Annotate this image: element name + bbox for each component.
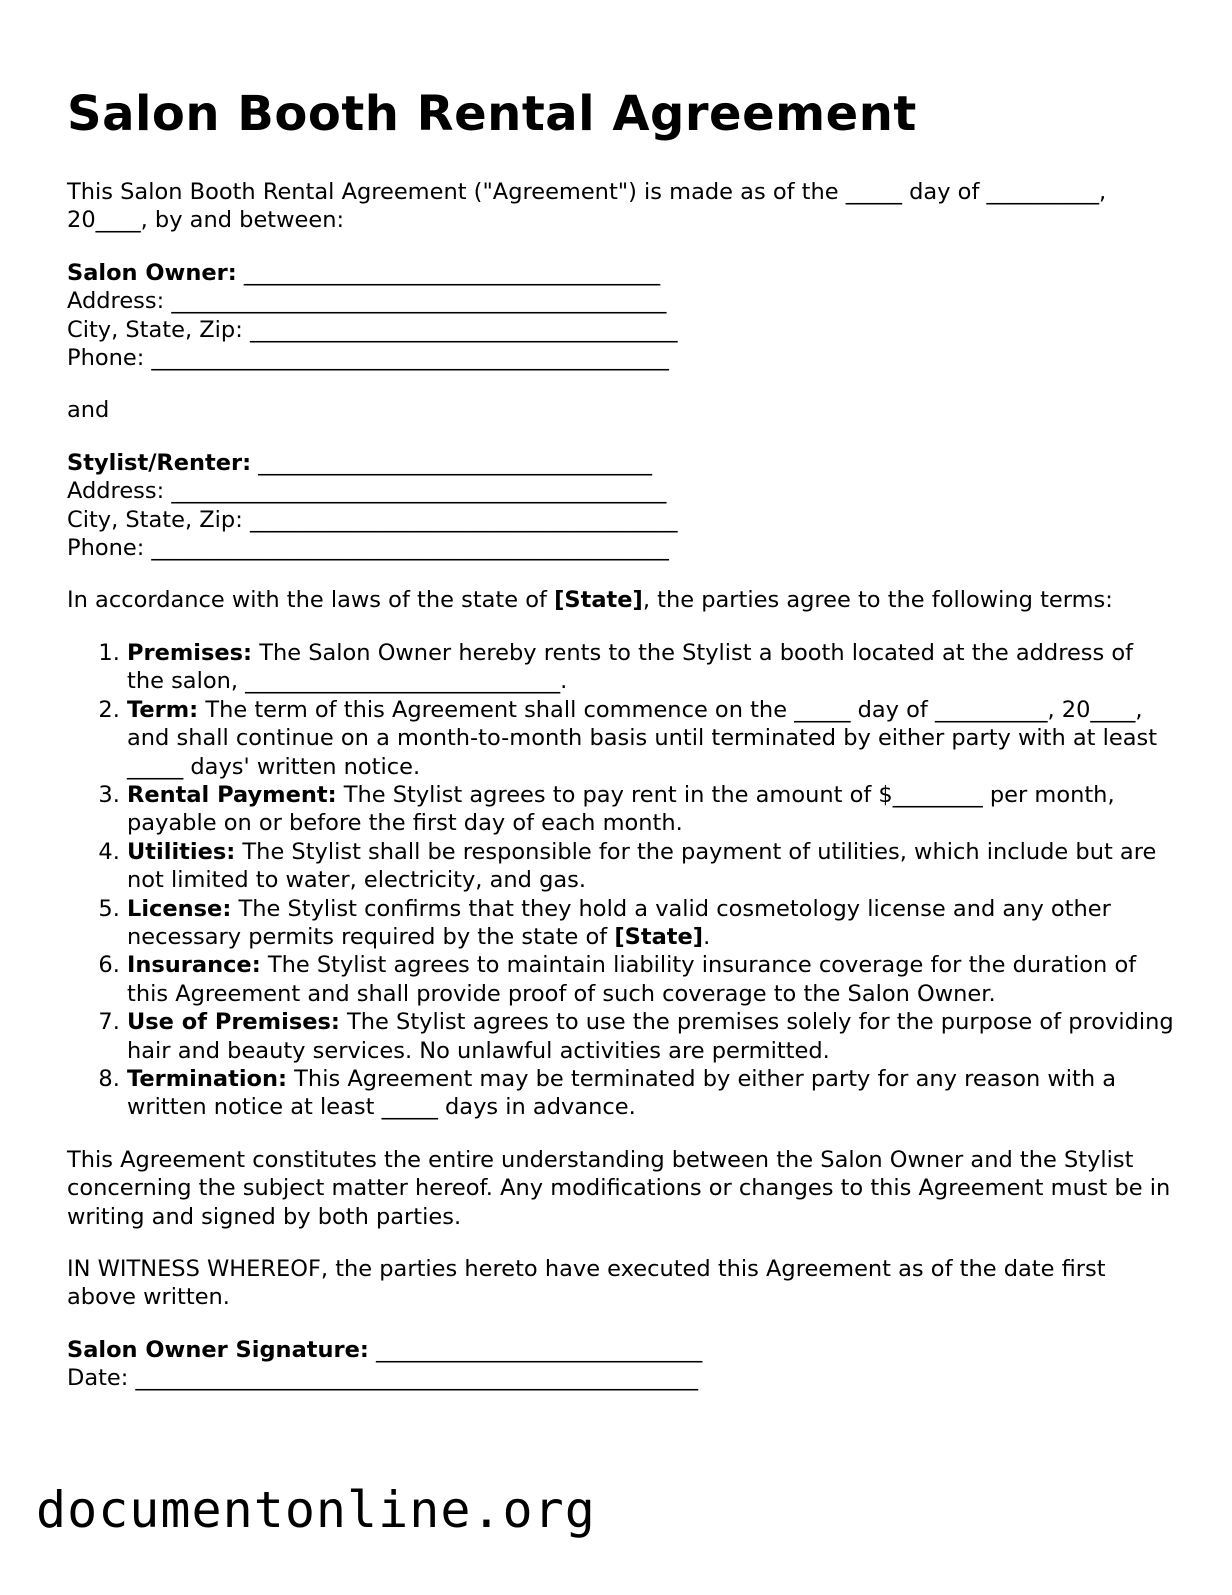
term-item-termination bbox=[127, 1065, 1177, 1122]
term-end: . bbox=[703, 923, 711, 950]
stylist-renter-city-field: City, State, Zip: ______________________________________ bbox=[67, 506, 678, 533]
entire-agreement-paragraph: This Agreement constitutes the entire understanding between the Salon Owner and the Stylist concerning the subject matter hereof. Any modifications or changes to this Agreement must be in writing and signed by both parties. bbox=[67, 1146, 1171, 1230]
term-text: The Salon Owner hereby rents to the Stylist a booth located at the address of the salon, ____________________________. bbox=[127, 639, 1134, 695]
salon-owner-phone-field: Phone: ______________________________________________ bbox=[67, 345, 669, 372]
term-state-placeholder: [State] bbox=[614, 923, 704, 950]
term-item-license bbox=[127, 895, 1177, 952]
term-item-insurance bbox=[127, 951, 1177, 1008]
signature-date-field: Date: __________________________________________________ bbox=[67, 1365, 699, 1392]
salon-owner-city-field: City, State, Zip: ______________________________________ bbox=[67, 316, 678, 343]
term-text: The Stylist agrees to use the premises solely for the purpose of providing hair and beauty services. No unlawful activities are permitted. bbox=[127, 1009, 1174, 1064]
term-item-rental-payment bbox=[127, 781, 1177, 838]
term-text: The term of this Agreement shall commence on the _____ day of __________, 20____, and shall continue on a month-to-month basis until terminated by either party with at least _____ days' written notice. bbox=[127, 696, 1158, 780]
term-text: This Agreement may be terminated by either party for any reason with a written notice at least _____ days in advance. bbox=[127, 1065, 1117, 1121]
term-title: Premises: bbox=[127, 639, 253, 666]
stylist-renter-line bbox=[67, 449, 1177, 477]
salon-owner-address-field: Address: ____________________________________________ bbox=[67, 288, 667, 315]
witness-paragraph: IN WITNESS WHEREOF, the parties hereto have executed this Agreement as of the date first above written. bbox=[67, 1256, 1106, 1311]
term-text: The Stylist agrees to pay rent in the amount of $________ per month, payable on or before the first day of each month. bbox=[127, 781, 1115, 837]
term-title: License: bbox=[127, 895, 232, 922]
laws-state-placeholder: [State] bbox=[554, 587, 643, 614]
document-title: Salon Booth Rental Agreement bbox=[67, 86, 917, 142]
salon-owner-name-field: _____________________________________ bbox=[236, 259, 661, 286]
term-title: Rental Payment: bbox=[127, 781, 337, 808]
term-text: The Stylist confirms that they hold a valid cosmetology license and any other necessary permits required by the state of bbox=[127, 895, 1111, 950]
term-item-use-of-premises bbox=[127, 1008, 1177, 1065]
laws-text-after: , the parties agree to the following terms: bbox=[642, 587, 1113, 614]
intro-paragraph: This Salon Booth Rental Agreement ("Agreement") is made as of the _____ day of __________, 20____, by and between: bbox=[67, 179, 1107, 234]
stylist-renter-phone-field: Phone: ______________________________________________ bbox=[67, 535, 669, 562]
signature-line bbox=[67, 1336, 1177, 1364]
term-item-term bbox=[127, 696, 1177, 781]
and-text: and bbox=[67, 397, 110, 424]
salon-owner-line bbox=[67, 259, 1177, 287]
terms-list bbox=[67, 639, 1177, 1122]
term-text: The Stylist agrees to maintain liability insurance coverage for the duration of this Agreement and shall provide proof of such coverage to the Salon Owner. bbox=[127, 952, 1137, 1007]
term-title: Utilities: bbox=[127, 838, 236, 865]
agreement-document bbox=[67, 84, 1177, 1417]
stylist-renter-block bbox=[67, 449, 1177, 563]
laws-paragraph bbox=[67, 586, 1177, 614]
site-watermark: documentonline.org bbox=[36, 1481, 596, 1539]
signature-field: _____________________________ bbox=[368, 1336, 703, 1363]
term-title: Term: bbox=[127, 696, 199, 723]
signature-label: Salon Owner Signature: bbox=[67, 1336, 369, 1363]
term-item-utilities bbox=[127, 838, 1177, 895]
term-title: Insurance: bbox=[127, 952, 261, 979]
stylist-renter-label: Stylist/Renter: bbox=[67, 449, 252, 476]
salon-owner-block bbox=[67, 259, 1177, 373]
term-text: The Stylist shall be responsible for the payment of utilities, which include but are not limited to water, electricity, and gas. bbox=[127, 838, 1157, 894]
term-title: Use of Premises: bbox=[127, 1009, 340, 1036]
stylist-renter-name-field: ___________________________________ bbox=[251, 449, 653, 476]
term-title: Termination: bbox=[127, 1065, 288, 1092]
stylist-renter-address-field: Address: ____________________________________________ bbox=[67, 478, 667, 505]
salon-owner-label: Salon Owner: bbox=[67, 259, 237, 286]
signature-block bbox=[67, 1336, 1177, 1393]
laws-text-before: In accordance with the laws of the state of bbox=[67, 587, 555, 614]
term-item-premises bbox=[127, 639, 1177, 696]
